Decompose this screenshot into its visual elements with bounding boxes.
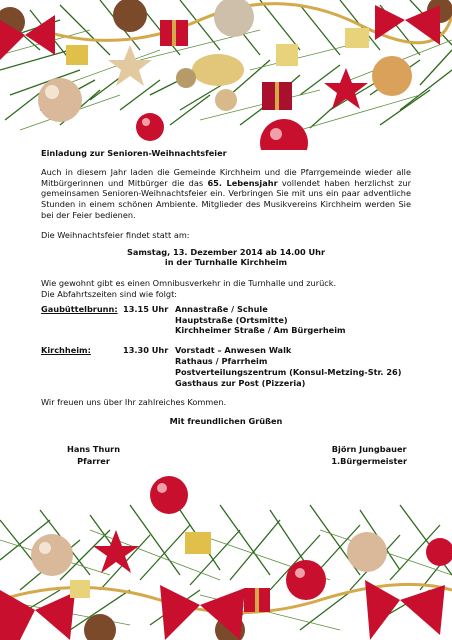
greeting: Mit freundlichen Grüßen — [169, 416, 283, 427]
red-ornament — [426, 538, 452, 566]
signatures — [41, 443, 411, 467]
bus-stop: Gasthaus zur Post (Pizzeria) — [175, 377, 306, 388]
gold-ornament — [347, 532, 387, 572]
signer-right-title: 1.Bürgermeister — [331, 455, 407, 466]
red-star-icon — [324, 68, 368, 109]
bus-stop: Postverteilungszentrum (Konsul-Metzing-Str. 26) — [175, 366, 402, 377]
signer-left-name: Hans Thurn — [67, 443, 121, 454]
bus-schedule — [41, 304, 411, 389]
gift-box-icon — [345, 28, 369, 48]
signer-right-name: Björn Jungbauer — [331, 443, 407, 454]
signer-left — [67, 443, 120, 467]
intro-paragraph: Auch in diesem Jahr laden die Gemeinde Kirchheim und die Pfarrgemeinde wieder alle Mitbürgerinnen und Mitbürger die das 65. Lebensjahr vollendet haben herzlichst zur gemeinsamen Senioren-Weihnachtsfeier ein. Verbringen Sie mit uns ein paar adventliche Stunden in einem schönen Ambiente. Mitglieder des Musikvereins Kirchheim werden Sie bei der Feier bedienen. — [41, 166, 411, 220]
letter-heading: Einladung zur Senioren-Weihnachtsfeier — [41, 148, 227, 158]
red-ornament — [286, 560, 326, 600]
schedule-row — [41, 345, 411, 388]
red-star-icon — [93, 530, 139, 573]
schedule-place: Gaubüttelbrunn: — [41, 303, 118, 314]
red-bow-icon — [160, 585, 245, 640]
bus-stop: Vorstadt – Anwesen Walk — [175, 345, 292, 356]
red-ornament — [136, 113, 164, 141]
event-date: Samstag, 13. Dezember 2014 ab 14.00 Uhr — [126, 246, 326, 257]
schedule-time: 13.30 Uhr — [123, 345, 169, 356]
gift-box-icon — [185, 532, 211, 554]
gift-box-icon — [66, 45, 88, 65]
red-bow-icon — [0, 590, 75, 640]
event-block — [41, 247, 411, 269]
bus-stop: Rathaus / Pfarrheim — [175, 355, 268, 366]
red-bow-icon — [365, 580, 445, 640]
pine-cone — [113, 0, 147, 32]
schedule-time: 13.15 Uhr — [123, 303, 169, 314]
gift-box-icon — [70, 580, 90, 598]
signer-left-title: Pfarrer — [77, 455, 110, 466]
gift-box-icon — [276, 44, 298, 66]
schedule-row — [41, 304, 411, 336]
bus-stop: Kirchheimer Straße / Am Bürgerheim — [175, 325, 346, 336]
schedule-place: Kirchheim: — [41, 345, 91, 356]
christmas-garland-top — [0, 0, 452, 150]
letter-body — [41, 148, 411, 467]
gold-ornament — [31, 534, 73, 576]
gold-star-icon — [108, 45, 152, 86]
gold-bow-icon — [192, 54, 244, 86]
signer-right — [331, 443, 407, 467]
schedule-stops — [175, 304, 411, 336]
event-location: in der Turnhalle Kirchheim — [164, 257, 288, 268]
schedule-stops — [175, 345, 411, 388]
closing-line: Wir freuen uns über Ihr zahlreiches Kommen. — [41, 397, 227, 408]
bus-stop: Hauptstraße (Ortsmitte) — [175, 314, 288, 325]
bus-stop: Annastraße / Schule — [175, 303, 268, 314]
bus-info-line-2: Die Abfahrtszeiten sind wie folgt: — [41, 288, 178, 299]
gold-ornament — [38, 78, 82, 122]
christmas-garland-bottom — [0, 480, 452, 640]
event-intro: Die Weihnachtsfeier findet statt am: — [41, 229, 190, 240]
gold-ornament — [214, 0, 254, 37]
bus-info-line-1: Wie gewohnt gibt es einen Omnibusverkehr in die Turnhalle und zurück. — [41, 278, 337, 289]
age-highlight: 65. Lebensjahr — [207, 177, 278, 188]
red-ornament — [260, 119, 308, 150]
gold-ornament — [372, 56, 412, 96]
